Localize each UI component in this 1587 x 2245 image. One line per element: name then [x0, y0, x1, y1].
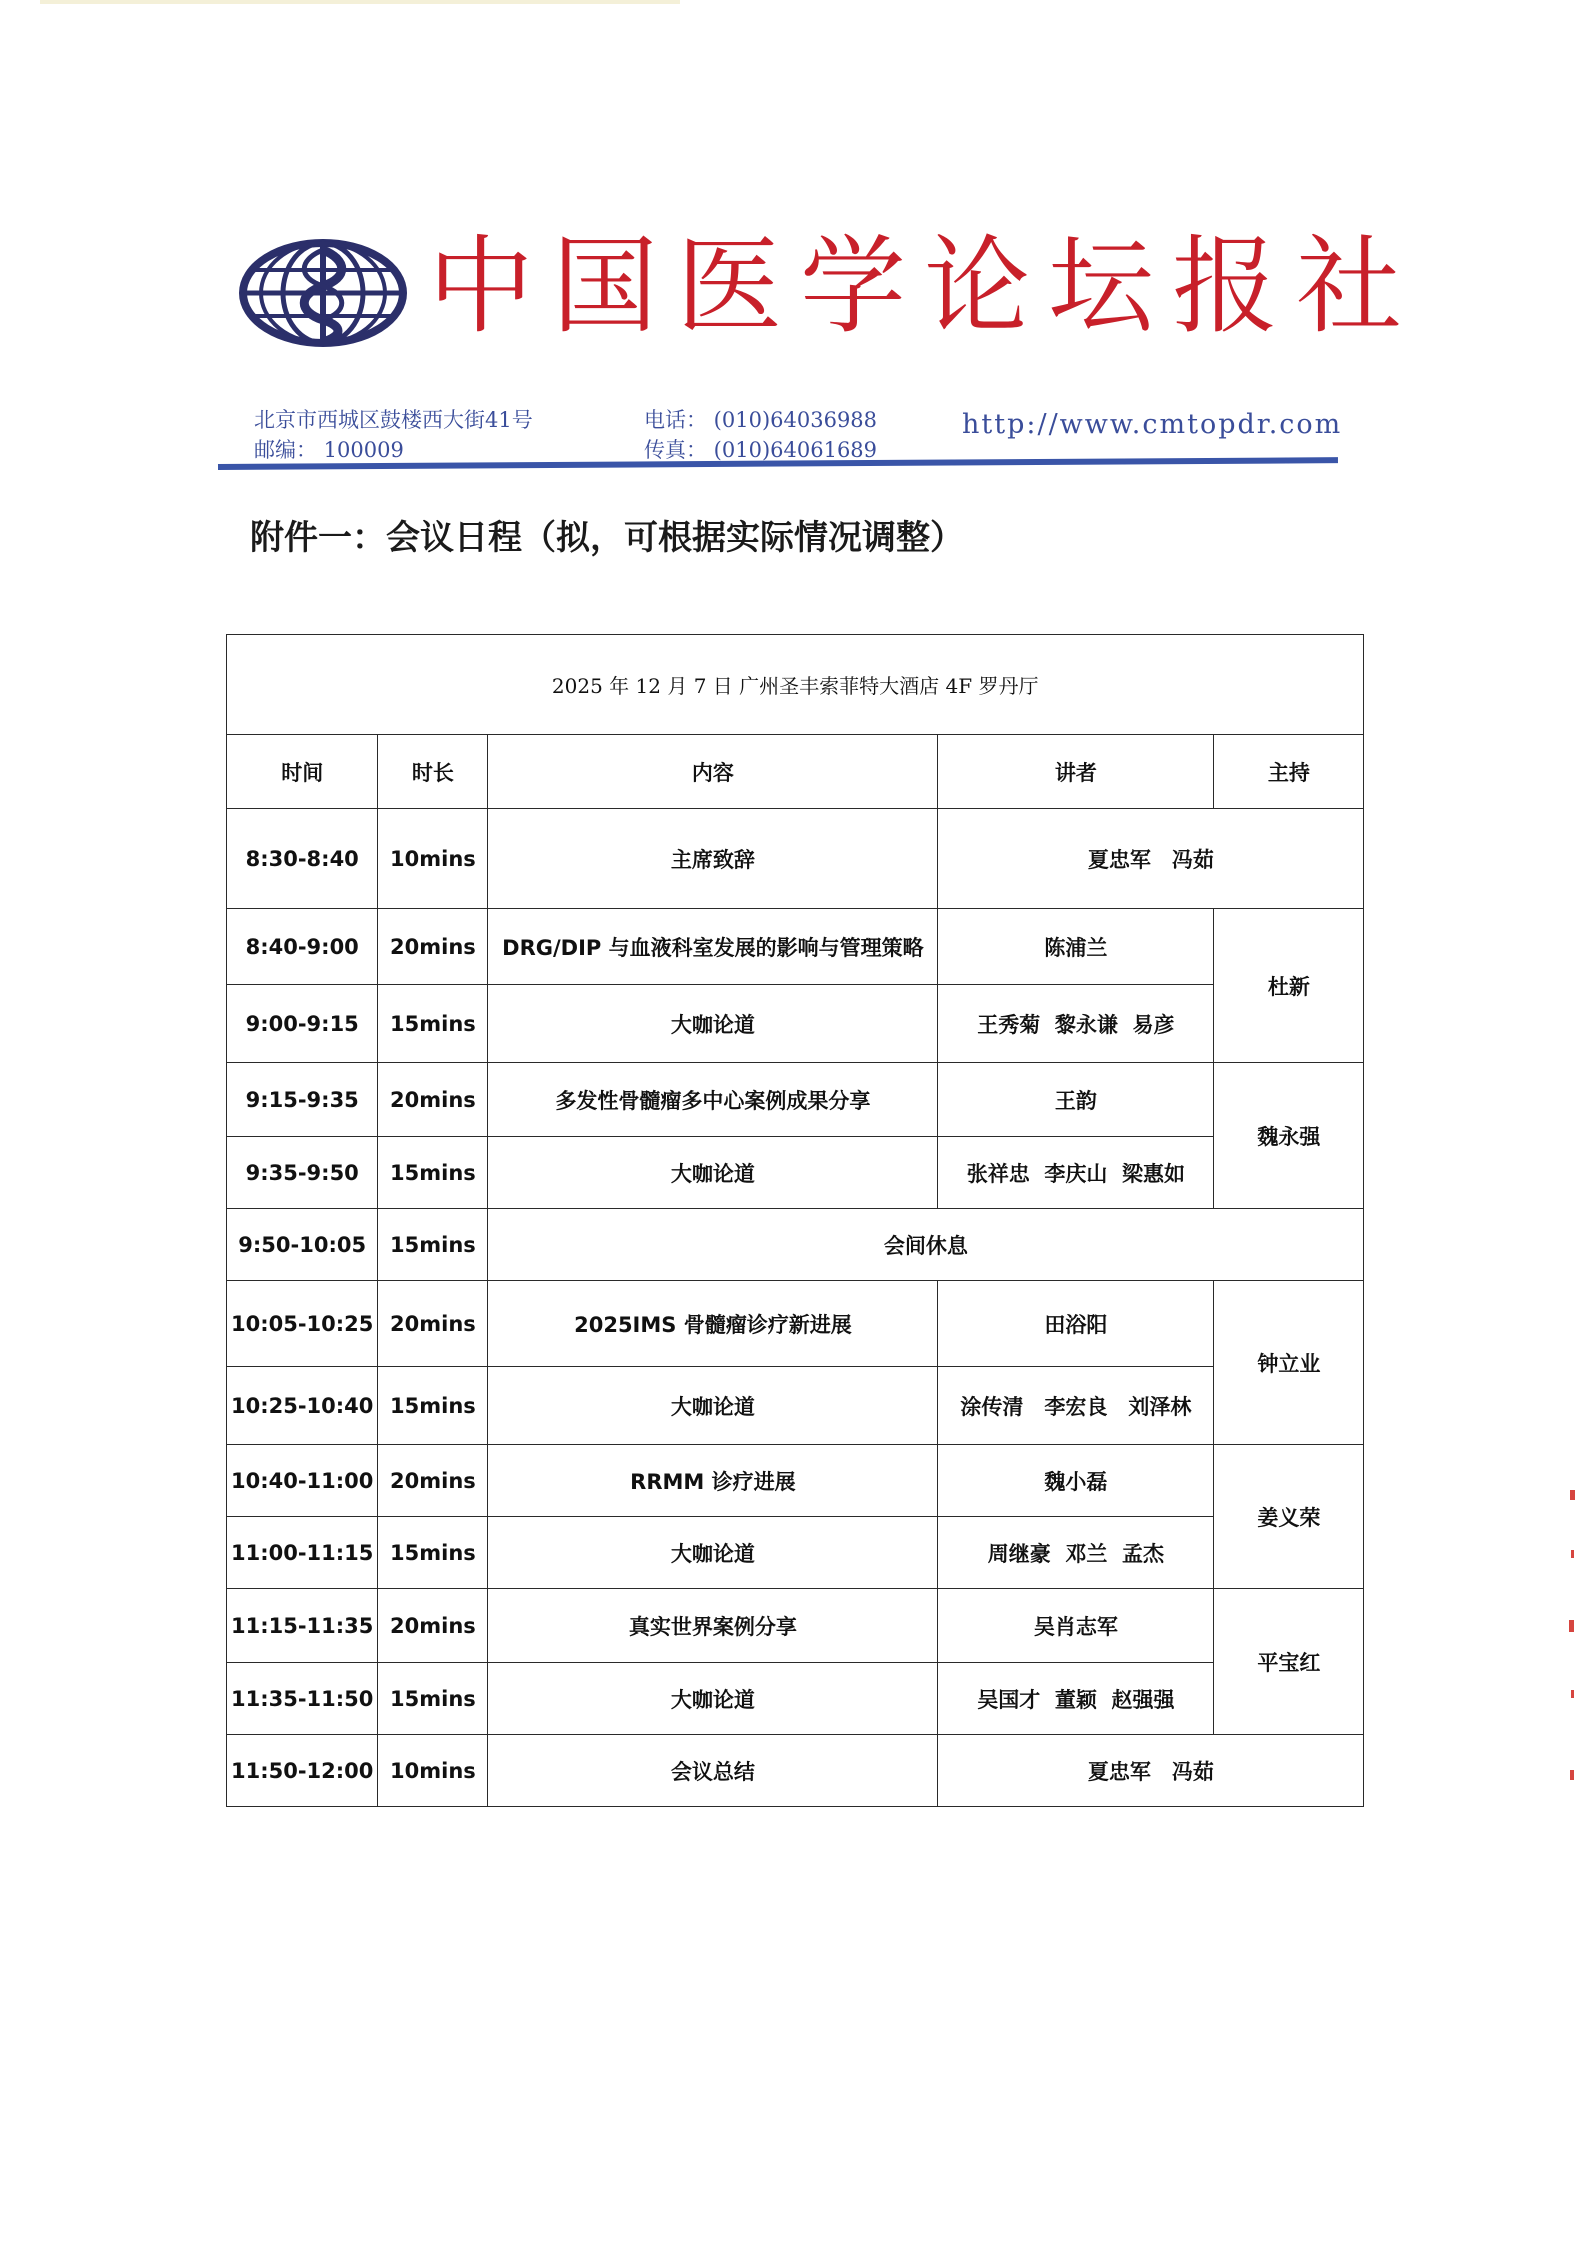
speaker-cell: 夏忠军 冯茹 [938, 809, 1364, 909]
duration-cell: 10mins [378, 1735, 488, 1807]
speaker-cell: 吴国才 董颖 赵强强 [938, 1663, 1214, 1735]
table-row [227, 1209, 1364, 1281]
table-row [227, 809, 1364, 909]
website-url: http://www.cmtopdr.com [962, 409, 1343, 440]
content-cell: 会议总结 [488, 1735, 938, 1807]
fax-line: 传真： (010)64061689 [644, 438, 878, 462]
schedule-table [226, 634, 1364, 1807]
org-name: 中国医学论坛报社 [428, 225, 1420, 348]
phone-block [644, 405, 877, 465]
speaker-cell: 夏忠军 冯茹 [938, 1735, 1364, 1807]
column-header-content: 内容 [488, 735, 938, 809]
break-cell: 会间休息 [488, 1209, 1364, 1281]
speaker-cell: 涂传清 李宏良 刘泽林 [938, 1367, 1214, 1445]
table-row [227, 1735, 1364, 1807]
content-cell: DRG/DIP 与血液科室发展的影响与管理策略 [488, 909, 938, 985]
table-row [227, 1517, 1364, 1589]
address-block [254, 405, 533, 465]
time-cell: 9:50-10:05 [227, 1209, 378, 1281]
duration-cell: 20mins [378, 1281, 488, 1367]
duration-cell: 20mins [378, 909, 488, 985]
speaker-cell: 周继豪 邓兰 孟杰 [938, 1517, 1214, 1589]
time-cell: 9:15-9:35 [227, 1063, 378, 1137]
duration-cell: 15mins [378, 1209, 488, 1281]
postcode-line: 邮编： 100009 [254, 438, 404, 462]
scan-edge-marks [1568, 1490, 1578, 1790]
column-header-speaker: 讲者 [938, 735, 1214, 809]
time-cell: 11:35-11:50 [227, 1663, 378, 1735]
speaker-cell: 陈浦兰 [938, 909, 1214, 985]
host-cell: 姜义荣 [1214, 1445, 1364, 1589]
time-cell: 9:00-9:15 [227, 985, 378, 1063]
speaker-cell: 张祥忠 李庆山 梁惠如 [938, 1137, 1214, 1209]
duration-cell: 15mins [378, 1517, 488, 1589]
time-cell: 10:05-10:25 [227, 1281, 378, 1367]
time-cell: 10:25-10:40 [227, 1367, 378, 1445]
table-row [227, 909, 1364, 985]
speaker-cell: 吴肖志军 [938, 1589, 1214, 1663]
content-cell: 大咖论道 [488, 1517, 938, 1589]
address-line: 北京市西城区鼓楼西大街41号 [254, 408, 533, 432]
column-header-time: 时间 [227, 735, 378, 809]
speaker-cell: 魏小磊 [938, 1445, 1214, 1517]
duration-cell: 15mins [378, 985, 488, 1063]
venue-header: 2025 年 12 月 7 日 广州圣丰索菲特大酒店 4F 罗丹厅 [227, 635, 1364, 735]
scan-smudge [40, 0, 680, 4]
speaker-cell: 王秀菊 黎永谦 易彦 [938, 985, 1214, 1063]
column-header-host: 主持 [1214, 735, 1364, 809]
duration-cell: 15mins [378, 1663, 488, 1735]
time-cell: 8:40-9:00 [227, 909, 378, 985]
time-cell: 11:00-11:15 [227, 1517, 378, 1589]
host-cell: 平宝红 [1214, 1589, 1364, 1735]
speaker-cell: 王韵 [938, 1063, 1214, 1137]
table-row [227, 1137, 1364, 1209]
table-row [227, 1589, 1364, 1663]
content-cell: 2025IMS 骨髓瘤诊疗新进展 [488, 1281, 938, 1367]
speaker-cell: 田浴阳 [938, 1281, 1214, 1367]
duration-cell: 15mins [378, 1137, 488, 1209]
column-header-duration: 时长 [378, 735, 488, 809]
table-row [227, 1663, 1364, 1735]
host-cell: 魏永强 [1214, 1063, 1364, 1209]
document-title: 附件一：会议日程（拟，可根据实际情况调整） [250, 518, 964, 558]
time-cell: 11:50-12:00 [227, 1735, 378, 1807]
duration-cell: 10mins [378, 809, 488, 909]
content-cell: 大咖论道 [488, 1367, 938, 1445]
duration-cell: 20mins [378, 1063, 488, 1137]
time-cell: 9:35-9:50 [227, 1137, 378, 1209]
table-row [227, 1281, 1364, 1367]
duration-cell: 20mins [378, 1445, 488, 1517]
content-cell: 大咖论道 [488, 1137, 938, 1209]
duration-cell: 20mins [378, 1589, 488, 1663]
content-cell: RRMM 诊疗进展 [488, 1445, 938, 1517]
globe-logo [238, 238, 408, 348]
host-cell: 杜新 [1214, 909, 1364, 1063]
table-row [227, 1445, 1364, 1517]
content-cell: 真实世界案例分享 [488, 1589, 938, 1663]
duration-cell: 15mins [378, 1367, 488, 1445]
table-row [227, 985, 1364, 1063]
time-cell: 10:40-11:00 [227, 1445, 378, 1517]
time-cell: 11:15-11:35 [227, 1589, 378, 1663]
content-cell: 多发性骨髓瘤多中心案例成果分享 [488, 1063, 938, 1137]
content-cell: 大咖论道 [488, 1663, 938, 1735]
column-header-row [227, 735, 1364, 809]
table-row [227, 1063, 1364, 1137]
phone-line: 电话： (010)64036988 [644, 408, 878, 432]
table-row [227, 1367, 1364, 1445]
content-cell: 大咖论道 [488, 985, 938, 1063]
time-cell: 8:30-8:40 [227, 809, 378, 909]
host-cell: 钟立业 [1214, 1281, 1364, 1445]
content-cell: 主席致辞 [488, 809, 938, 909]
